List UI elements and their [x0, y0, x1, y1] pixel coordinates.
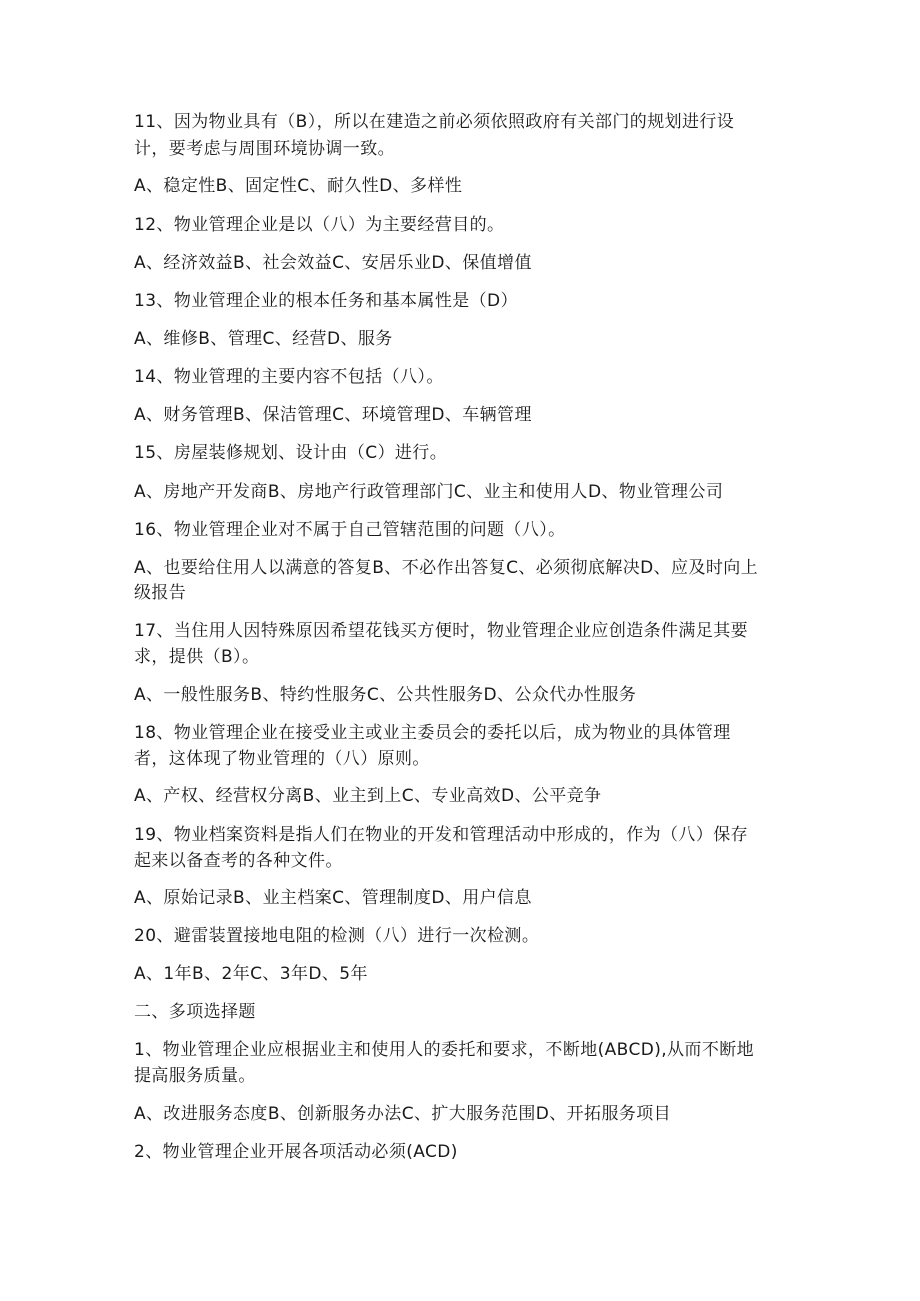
question-13: 13、物业管理企业的根本任务和基本属性是（D）: [134, 291, 518, 311]
question-19-line-1: 19、物业档案资料是指人们在物业的开发和管理活动中形成的，作为（八）保存: [134, 825, 749, 845]
question-13-options: A、维修B、管理C、经营D、服务: [134, 329, 393, 349]
multi-question-2: 2、物业管理企业开展各项活动必须(ACD): [134, 1142, 458, 1162]
question-17-options: A、一般性服务B、特约性服务C、公共性服务D、公众代办性服务: [134, 685, 637, 705]
question-15-options: A、房地产开发商B、房地产行政管理部门C、业主和使用人D、物业管理公司: [134, 482, 724, 502]
question-19-options: A、原始记录B、业主档案C、管理制度D、用户信息: [134, 888, 532, 908]
question-14: 14、物业管理的主要内容不包括（八）。: [134, 367, 444, 387]
question-19-line-2: 起来以备查考的各种文件。: [134, 851, 343, 871]
question-15: 15、房屋装修规划、设计由（C）进行。: [134, 443, 448, 463]
question-11-line-1: 11、因为物业具有（B），所以在建造之前必须依照政府有关部门的规划进行设: [134, 112, 735, 132]
question-16: 16、物业管理企业对不属于自己管辖范围的问题（八）。: [134, 520, 566, 540]
question-12: 12、物业管理企业是以（八）为主要经营目的。: [134, 215, 505, 235]
question-12-options: A、经济效益B、社会效益C、安居乐业D、保值增值: [134, 253, 532, 273]
question-11-options: A、稳定性B、固定性C、耐久性D、多样性: [134, 176, 463, 196]
multi-question-1-line-2: 提高服务质量。: [134, 1066, 256, 1086]
question-11-line-2: 计，要考虑与周围环境协调一致。: [134, 139, 395, 159]
question-17-line-2: 求，提供（B）。: [134, 647, 260, 667]
question-20-options: A、1年B、2年C、3年D、5年: [134, 964, 368, 984]
question-18-line-1: 18、物业管理企业在接受业主或业主委员会的委托以后，成为物业的具体管理: [134, 723, 731, 743]
question-16-options-line-2: 级报告: [134, 583, 187, 603]
question-18-line-2: 者，这体现了物业管理的（八）原则。: [134, 749, 430, 769]
section-heading-multiple-choice: 二、多项选择题: [134, 1002, 256, 1022]
multi-question-1-options: A、改进服务态度B、创新服务办法C、扩大服务范围D、开拓服务项目: [134, 1104, 672, 1124]
question-18-options: A、产权、经营权分离B、业主到上C、专业高效D、公平竞争: [134, 786, 602, 806]
question-16-options-line-1: A、也要给住用人以满意的答复B、不必作出答复C、必须彻底解决D、应及时向上: [134, 558, 759, 578]
question-14-options: A、财务管理B、保洁管理C、环境管理D、车辆管理: [134, 405, 532, 425]
question-20: 20、避雷装置接地电阻的检测（八）进行一次检测。: [134, 926, 540, 946]
multi-question-1-line-1: 1、物业管理企业应根据业主和使用人的委托和要求，不断地(ABCD),从而不断地: [134, 1040, 755, 1060]
question-17-line-1: 17、当住用人因特殊原因希望花钱买方便时，物业管理企业应创造条件满足其要: [134, 621, 749, 641]
